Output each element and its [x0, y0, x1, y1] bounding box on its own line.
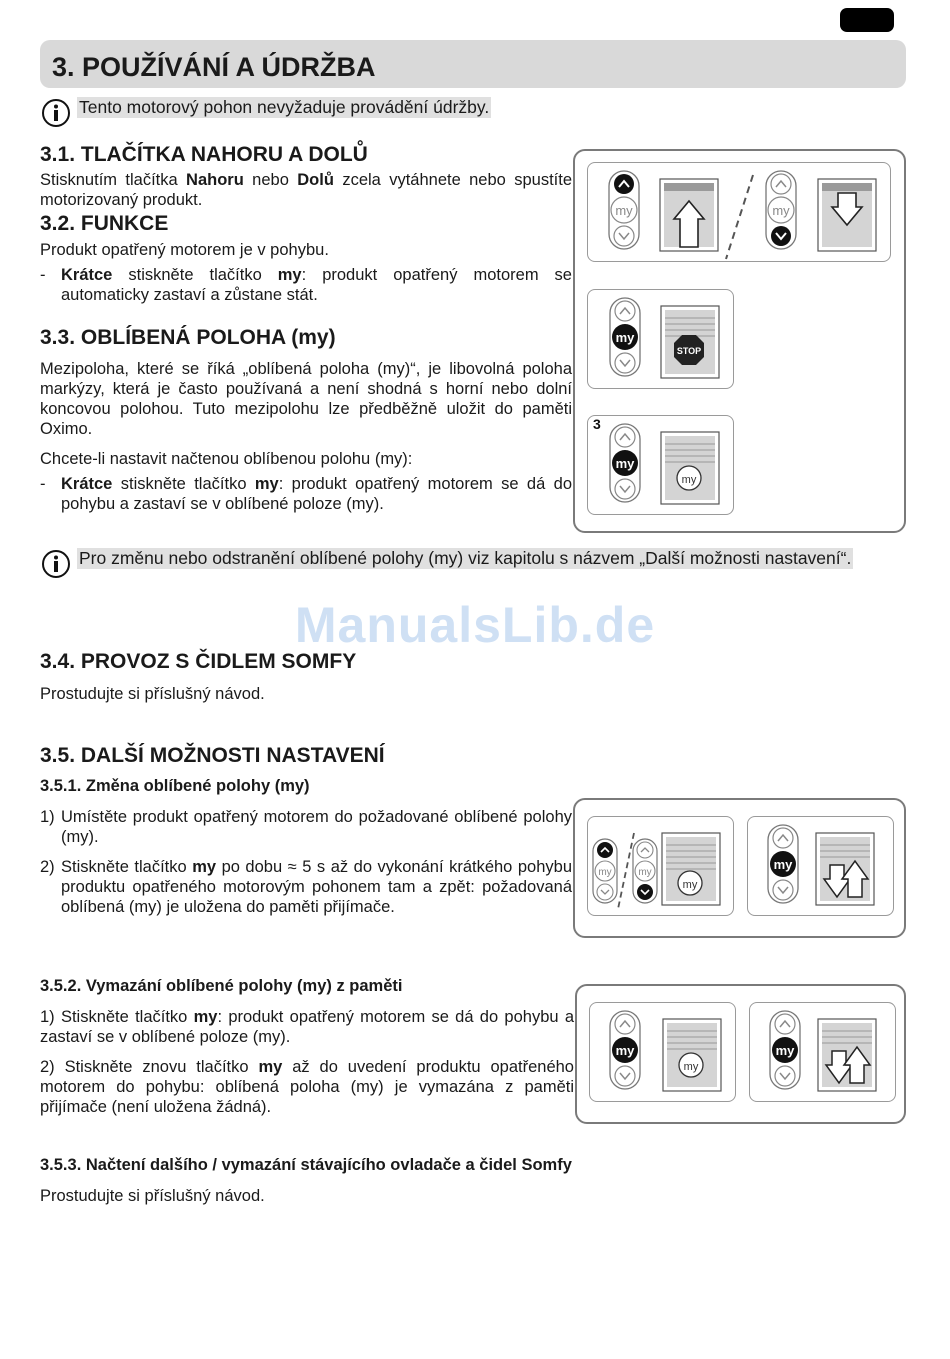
- delete-my-illustration-1: [590, 1003, 735, 1101]
- section-3-2-list-item: - Krátce stiskněte tlačítko my: produkt opatřený motorem se automaticky zastaví a zůstane stát.: [40, 266, 572, 304]
- svg-text:my: my: [773, 857, 793, 872]
- illustration-frame-change-my: [573, 798, 906, 938]
- svg-text:my: my: [598, 867, 612, 878]
- section-3-2-text: Produkt opatřený motorem je v pohybu.: [40, 241, 329, 259]
- section-3-4-text: Prostudujte si příslušný návod.: [40, 685, 265, 703]
- section-3-1-text: Stisknutím tlačítka Nahoru nebo Dolů zcela vytáhnete nebo spustíte motorizovaný produkt.: [40, 171, 572, 209]
- section-3-5-2-step-1: 1) Stiskněte tlačítko my: produkt opatřený motorem se dá do pohybu a zastaví se v oblíbené poloze (my).: [40, 1008, 574, 1046]
- svg-text:my: my: [615, 330, 635, 345]
- illustration-change-my-panel-2: [747, 816, 894, 916]
- page-title: 3. POUŽÍVÁNÍ A ÚDRŽBA: [52, 52, 376, 82]
- section-3-5-2-step-2: 2) Stiskněte znovu tlačítko my až do uvedení produktu opatřeného motorem do pohybu: oblíbená poloha (my) je vymazána z paměti přijímače (není uložena žádná).: [40, 1058, 574, 1116]
- svg-text:my: my: [615, 1043, 635, 1058]
- up-down-illustration: [588, 163, 890, 261]
- illustration-stop-panel: [587, 289, 734, 389]
- svg-text:my: my: [772, 203, 790, 218]
- section-3-5-3-title: 3.5.3. Načtení dalšího / vymazání stávajícího ovladače a čidel Somfy: [40, 1156, 572, 1174]
- language-tab: [840, 8, 894, 32]
- illustration-up-down-panel: [587, 162, 891, 262]
- section-3-5-1-title: 3.5.1. Změna oblíbené polohy (my): [40, 777, 310, 795]
- maintenance-note-text: Tento motorový pohon nevyžaduje provádění údržby.: [79, 97, 490, 117]
- svg-text:3: 3: [593, 416, 601, 432]
- section-title-bar: [40, 40, 906, 88]
- my-position-illustration: [588, 416, 733, 514]
- section-3-5-3-text: Prostudujte si příslušný návod.: [40, 1187, 265, 1205]
- section-3-1-title: 3.1. TLAČÍTKA NAHORU A DOLŮ: [40, 143, 368, 166]
- section-3-2-title: 3.2. FUNKCE: [40, 212, 169, 235]
- section-3-3-title: 3.3. OBLÍBENÁ POLOHA (my): [40, 326, 336, 349]
- watermark: ManualsLib.de: [294, 597, 656, 653]
- svg-text:STOP: STOP: [676, 346, 702, 356]
- change-my-illustration-2: [748, 817, 893, 915]
- svg-text:my: my: [683, 1061, 699, 1073]
- info-icon: [41, 548, 71, 578]
- section-3-5-2-title: 3.5.2. Vymazání oblíbené polohy (my) z paměti: [40, 977, 403, 995]
- svg-text:my: my: [682, 879, 698, 891]
- change-my-illustration-1: [588, 817, 733, 915]
- svg-text:my: my: [615, 203, 633, 218]
- illustration-frame-functions: [573, 149, 906, 533]
- delete-my-illustration-2: [750, 1003, 895, 1101]
- section-3-5-1-step-2: 2) Stiskněte tlačítko my po dobu ≈ 5 s až do vykonání krátkého pohybu produktu opatřeného motorovým pohonem tam a zpět: požadovaná oblíbená (my) je uložena do paměti přijímače.: [40, 858, 573, 916]
- change-position-note-text: Pro změnu nebo odstranění oblíbené polohy (my) viz kapitolu s názvem „Další možnosti nastavení“.: [79, 548, 852, 568]
- illustration-delete-my-panel-1: [589, 1002, 736, 1102]
- illustration-frame-delete-my: [575, 984, 906, 1124]
- svg-text:my: my: [615, 456, 635, 471]
- svg-text:my: my: [775, 1043, 795, 1058]
- section-3-3-para1: Mezipoloha, které se říká „oblíbená poloha (my)“, je libovolná poloha markýzy, která je často používaná a není shodná s horní nebo dolní koncovou polohou. Tuto mezipolohu lze předběžně uložit do paměti Oximo.: [40, 360, 572, 438]
- section-3-4-title: 3.4. PROVOZ S ČIDLEM SOMFY: [40, 650, 357, 673]
- stop-illustration: [588, 290, 733, 388]
- svg-text:my: my: [681, 474, 697, 486]
- illustration-my-panel: [587, 415, 734, 515]
- info-icon: [41, 97, 71, 127]
- illustration-delete-my-panel-2: [749, 1002, 896, 1102]
- illustration-change-my-panel-1: [587, 816, 734, 916]
- section-3-3-para2: Chcete-li nastavit načtenou oblíbenou polohu (my):: [40, 450, 413, 468]
- change-position-note: [41, 548, 911, 582]
- section-3-5-1-step-1: 1) Umístěte produkt opatřený motorem do požadované oblíbené polohy (my).: [40, 808, 572, 846]
- svg-text:my: my: [638, 867, 652, 878]
- maintenance-note: [41, 97, 561, 131]
- section-3-5-title: 3.5. DALŠÍ MOŽNOSTI NASTAVENÍ: [40, 744, 385, 767]
- section-3-3-list-item: - Krátce stiskněte tlačítko my: produkt opatřený motorem se dá do pohybu a zastaví se v oblíbené poloze (my).: [40, 475, 572, 513]
